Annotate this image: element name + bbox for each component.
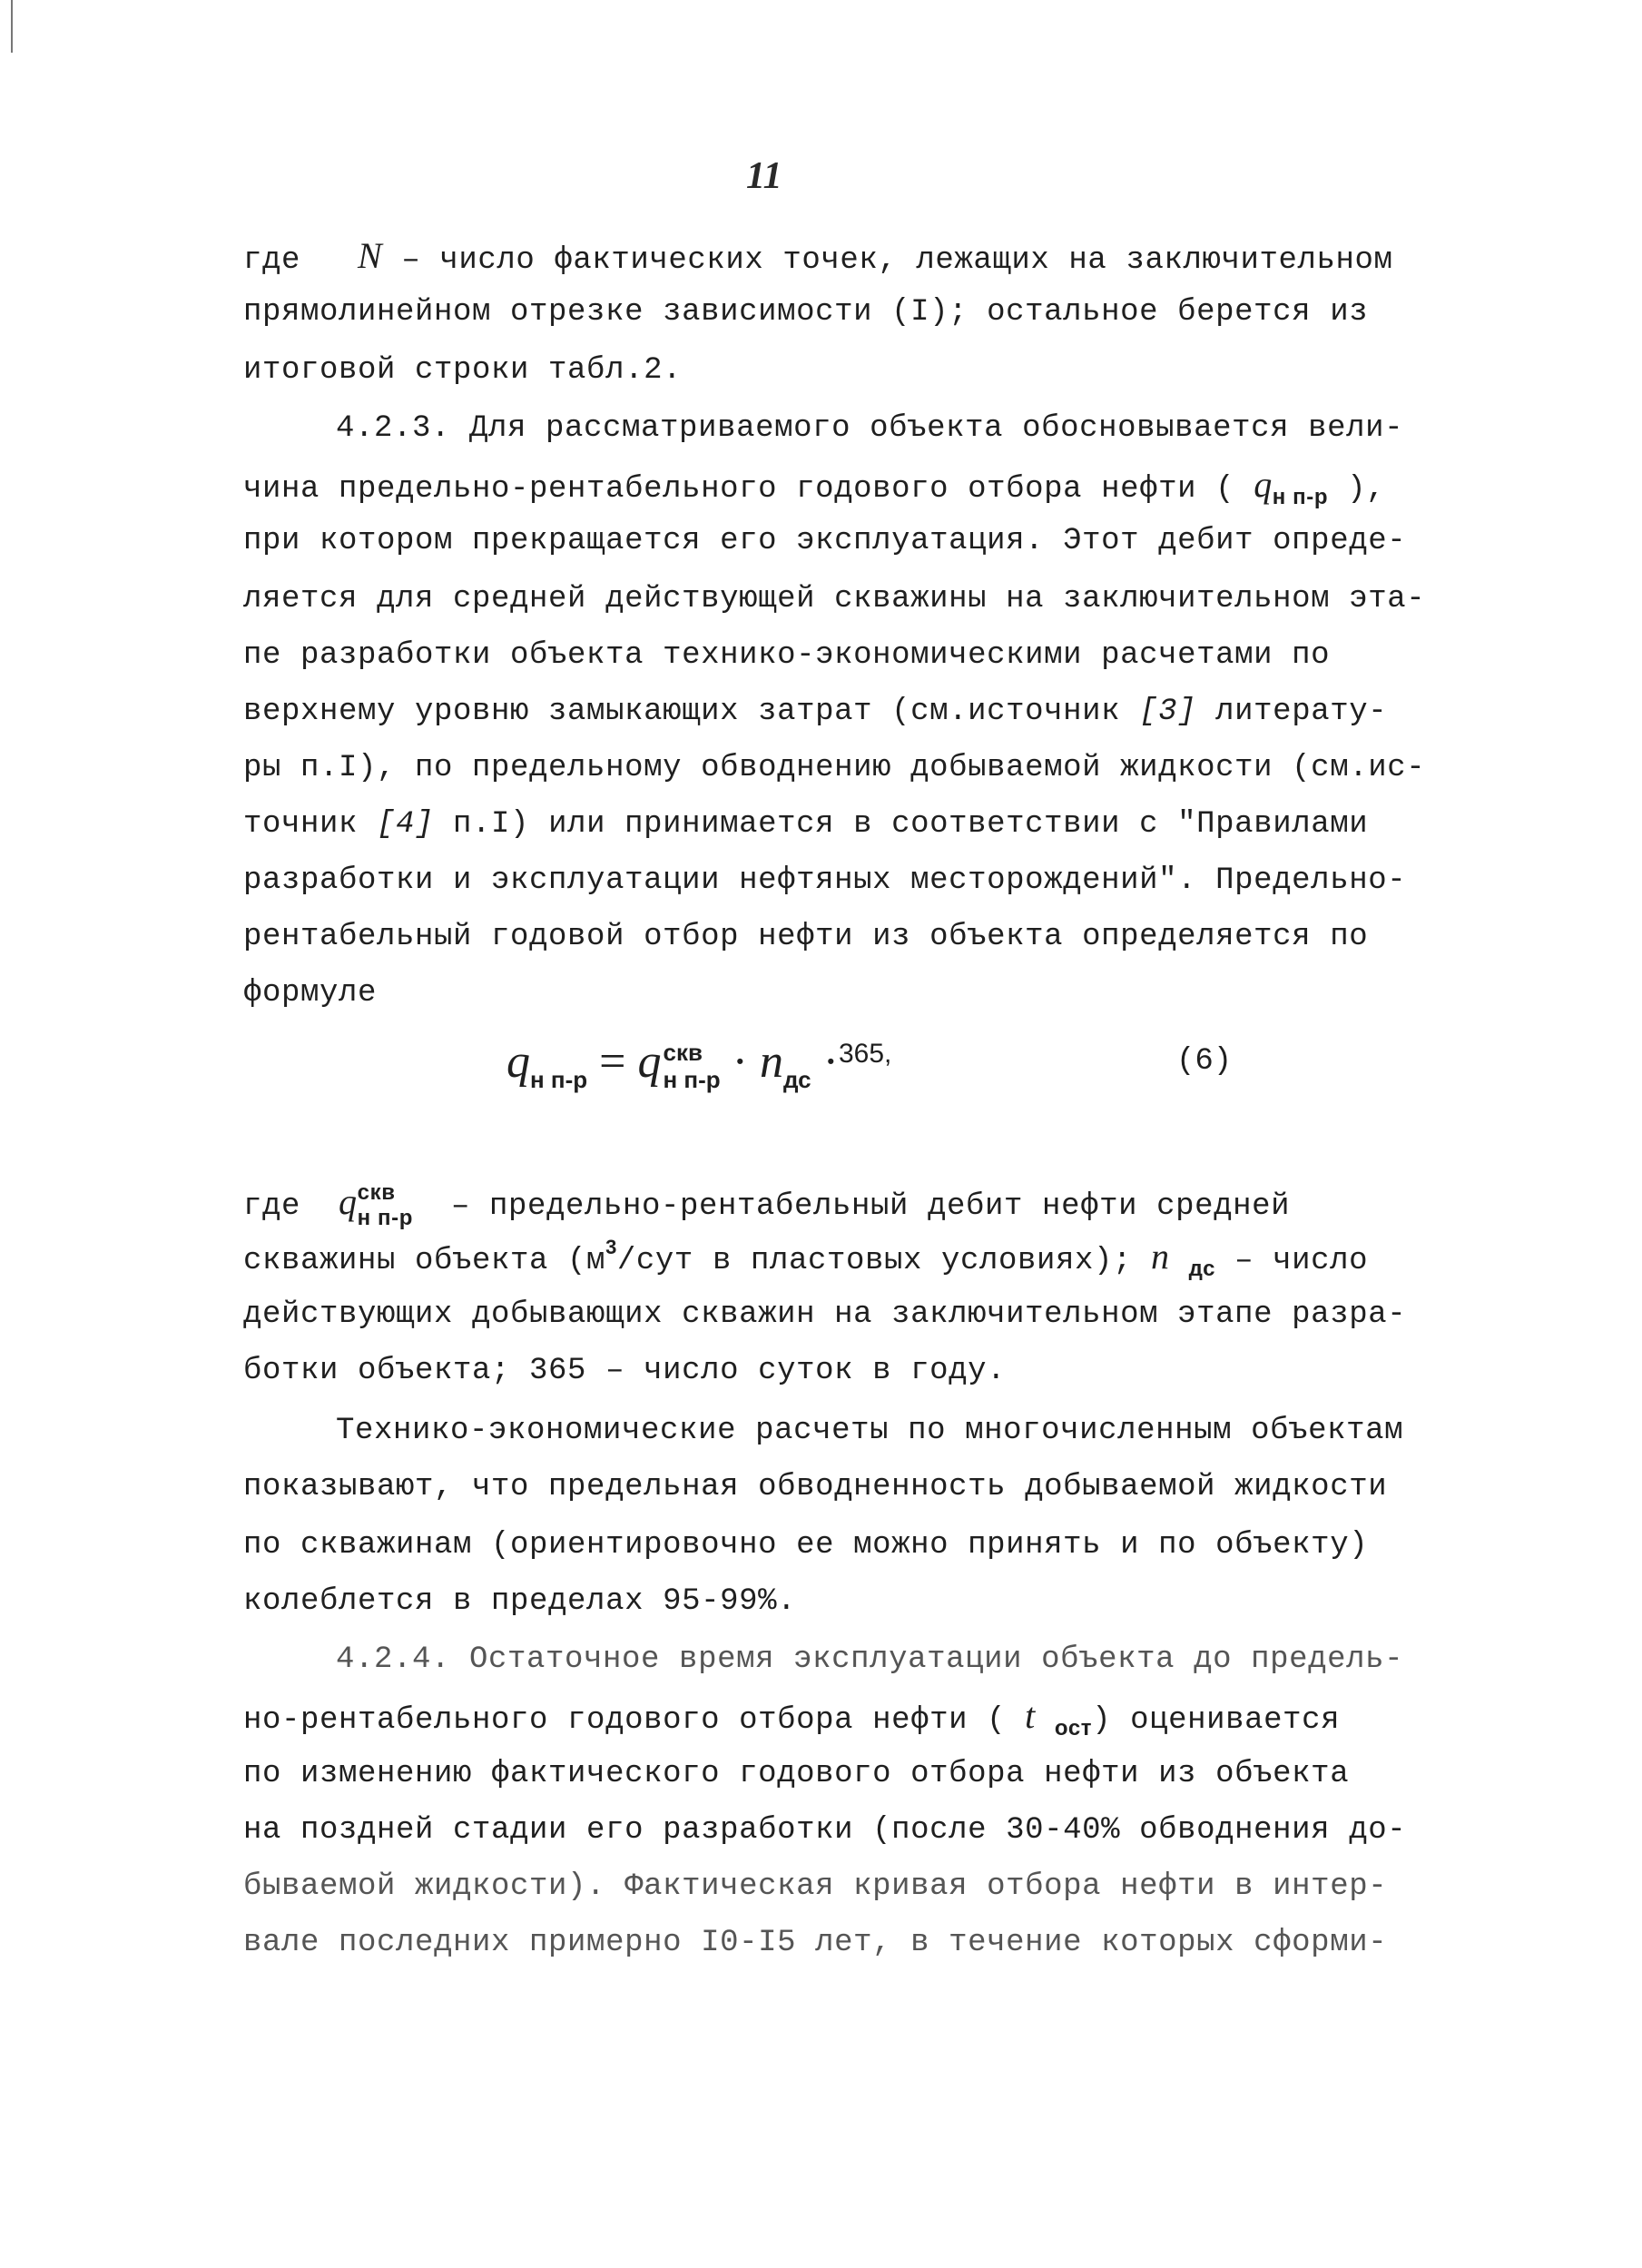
text-line-22: колеблется в пределах 95-99%. [243,1584,797,1619]
formula-rhs-indices [664,1039,721,1093]
text-line-10: ры п.I), по предельному обводнению добываемой жидкости (см.ис- [243,751,1426,785]
formula-rhs-symbol: q [637,1036,662,1088]
text-line-27: бываемой жидкости). Фактическая кривая отбора нефти в интер- [243,1869,1388,1904]
text-line-14: формуле [243,976,378,1011]
text-line-18: ботки объекта; 365 – число суток в году. [243,1354,1007,1388]
formula-rhs-sup: скв [663,1039,703,1067]
text-line-13: рентабельный годовой отбор нефти из объекта определяется по [243,920,1369,954]
formula-rhs-sub: н п-р [663,1066,721,1094]
formula-comma: , [884,1039,892,1069]
text-line-26: на поздней стадии его разработки (после 30-40% обводнения до- [243,1813,1407,1848]
text-line-19: Технико-экономические расчеты по многочисленным объектам [336,1414,1404,1448]
text-line-17: действующих добывающих скважин на заключительном этапе разра- [243,1297,1407,1332]
formula-lhs-symbol: q [506,1036,530,1088]
text-line-23: 4.2.4. Остаточное время эксплуатации объекта до предель- [336,1642,1404,1677]
formula-6 [506,1035,891,1093]
text-line-1: где N – число фактических точек, лежащих на заключительном [243,235,1393,278]
text-line-6: при котором прекращается его эксплуатация. Этот дебит опреде- [243,524,1407,558]
text-line-3: итоговой строки табл.2. [243,353,683,388]
text-line-12: разработки и эксплуатации нефтяных месторождений". Предельно- [243,863,1407,898]
formula-equals: = [599,1036,626,1088]
text-line-2: прямолинейном отрезке зависимости (I); остальное берется из [243,295,1369,330]
formula-n-symbol: n [760,1036,783,1088]
text-line-9: верхнему уровню замыкающих затрат (см.источник [3] литерату- [243,695,1388,729]
text-line-15: где q скв н п-р – предельно-рентабельный дебит нефти средней [243,1180,1291,1230]
page-number: 11 [746,155,782,197]
formula-days: 365 [838,1039,885,1069]
text-line-24: но-рентабельного годового отбора нефти ( t $_{ост}$) оценивается [243,1695,1341,1740]
text-line-28: вале последних примерно I0-I5 лет, в течение которых сформи- [243,1926,1388,1960]
formula-n-sub: дс [783,1066,811,1093]
text-line-4: 4.2.3. Для рассматриваемого объекта обосновывается вели- [336,411,1404,446]
text-line-8: пе разработки объекта технико-экономическими расчетами по [243,638,1331,673]
text-line-7: ляется для средней действующей скважины на заключительном эта- [243,582,1426,616]
text-line-16: скважины объекта ($м^3$/сут в пластовых условиях); n $_{дс}$ – число [243,1236,1369,1281]
text-line-25: по изменению фактического годового отбора нефти из объекта [243,1757,1350,1791]
formula-dot-1: · [732,1036,748,1088]
scan-edge-mark [11,0,13,53]
text-line-21: по скважинам (ориентировочно ее можно принять и по объекту) [243,1528,1369,1563]
formula-dot-2: · [822,1036,839,1088]
text-line-20: показывают, что предельная обводненность добываемой жидкости [243,1470,1388,1504]
formula-number: (6) [1176,1044,1233,1079]
text-line-11: точник [4] п.I) или принимается в соответствии с "Правилами [243,807,1369,842]
text-line-5: чина предельно-рентабельного годового отбора нефти ( $q_{н п-р}$ ), [243,464,1386,509]
formula-lhs-sub: н п-р [530,1066,588,1093]
